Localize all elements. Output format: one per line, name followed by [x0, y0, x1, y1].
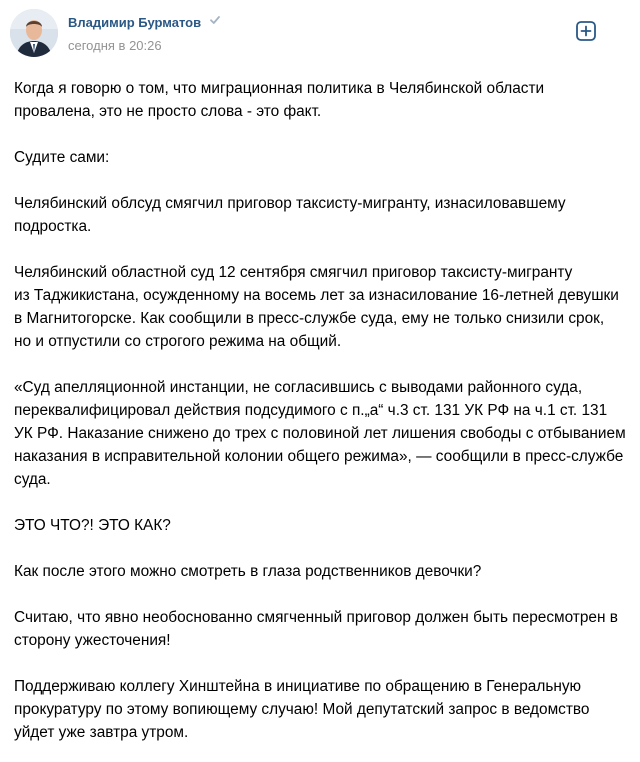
- post-paragraph: Судите сами:: [14, 149, 110, 166]
- post-paragraph: ЭТО ЧТО?! ЭТО КАК?: [14, 517, 171, 534]
- author-avatar[interactable]: [10, 9, 58, 57]
- post-paragraph: Челябинский облсуд смягчил приговор таксисту-мигранту, изнасиловавшему подростка.: [14, 195, 566, 235]
- post-paragraph: Поддерживаю коллегу Хинштейна в инициативе по обращению в Генеральную прокуратуру по этому вопиющему случаю! Мой депутатский запрос в ведомство уйдет уже завтра утром.: [14, 678, 590, 741]
- verified-check-icon: [209, 13, 221, 31]
- post-paragraph: Когда я говорю о том, что миграционная политика в Челябинской области провалена, это не просто слова - это факт.: [14, 80, 545, 120]
- avatar-photo: [10, 9, 58, 57]
- post-paragraph: Челябинский областной суд 12 сентября смягчил приговор таксисту-мигранту из Таджикистана, осужденному на восемь лет за изнасилование 16-летней девушки в Магнитогорске. Как сообщили в пресс-службе суда, ему не только снизили срок, но и отпустили со строгого режима на общий.: [14, 264, 619, 350]
- author-block: [68, 14, 221, 53]
- post-paragraph: Как после этого можно смотреть в глаза родственников девочки?: [14, 563, 482, 580]
- author-name-link[interactable]: Владимир Бурматов: [68, 15, 202, 30]
- post-text: [14, 77, 636, 762]
- add-square-icon: [575, 20, 597, 42]
- post-timestamp[interactable]: сегодня в 20:26: [68, 38, 162, 53]
- add-post-button[interactable]: [575, 20, 597, 42]
- post-paragraph: «Суд апелляционной инстанции, не согласившись с выводами районного суда, переквалифицировал действия подсудимого с п.„а“ ч.3 ст. 131 УК РФ на ч.1 ст. 131 УК РФ. Наказание снижено до трех с половиной лет лишения свободы с отбыванием наказания в исправительной колонии общего режима», — сообщили в пресс-службе суда.: [14, 379, 626, 488]
- post-header: [0, 0, 640, 70]
- post-paragraph: Считаю, что явно необоснованно смягченный приговор должен быть пересмотрен в сторону ужесточения!: [14, 609, 618, 649]
